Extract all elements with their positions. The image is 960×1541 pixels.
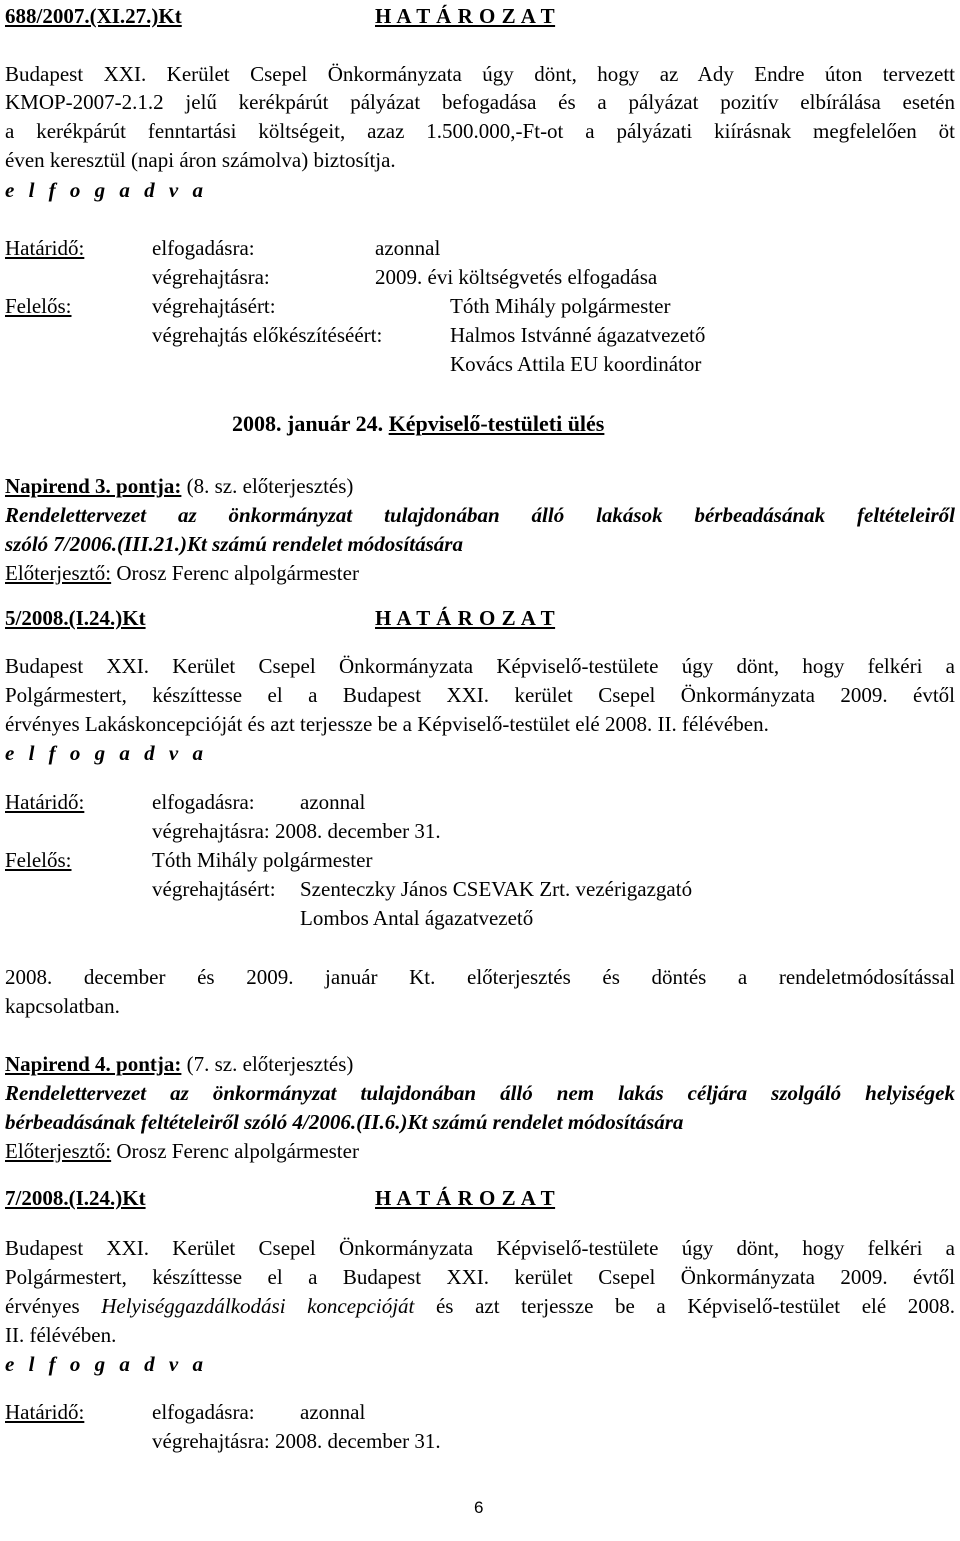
responsible-execution-label: végrehajtásért: — [152, 877, 276, 901]
body-line: a kerékpárút fenntartási költségeit, azaz 1.500.000,-Ft-ot a pályázati kiírásnak megfelelően öt — [5, 119, 955, 143]
adoption-value: azonnal — [375, 236, 441, 260]
note-line: 2008. december és 2009. január Kt. előterjesztés és döntés a rendeletmódosítással — [5, 965, 955, 989]
body-line: KMOP-2007-2.1.2 jelű kerékpárút pályázat befogadása és a pályázat pozitív elbírálása esetén — [5, 90, 955, 114]
agenda-title: Rendelettervezet az önkormányzat tulajdonában álló nem lakás céljára szolgáló helyiségek — [5, 1081, 955, 1105]
body-text: és azt terjessze be a Képviselő-testület elé 2008. — [414, 1294, 956, 1318]
session-title: Képviselő-testületi ülés — [388, 411, 605, 436]
preparation-value: Halmos Istvánné ágazatvezető — [450, 323, 706, 347]
execution-value: 2009. évi költségvetés elfogadása — [375, 265, 658, 289]
agenda-label: Napirend 3. pontja: — [5, 474, 182, 498]
preparation-label: végrehajtás előkészítéséért: — [152, 323, 383, 347]
execution-text: végrehajtásra: 2008. december 31. — [152, 1429, 441, 1453]
body-line: éven keresztül (napi áron számolva) biztosítja. — [5, 148, 396, 172]
adopted-marker: e l f o g a d v a — [5, 741, 208, 765]
adoption-value: azonnal — [300, 790, 366, 814]
deadline-label: Határidő: — [5, 790, 85, 814]
adoption-label: elfogadásra: — [152, 790, 255, 814]
responsible-label: Felelős: — [5, 848, 72, 872]
responsible-execution-label: végrehajtásért: — [152, 294, 276, 318]
presenter — [5, 1141, 359, 1162]
agenda-item-3 — [5, 476, 353, 497]
resolution-heading: H A T Á R O Z A T — [375, 1186, 556, 1210]
agenda-label: Napirend 4. pontja: — [5, 1052, 182, 1076]
agenda-title: Rendelettervezet az önkormányzat tulajdonában álló lakások bérbeadásának feltételeiről — [5, 503, 955, 527]
presenter-label: Előterjesztő: — [5, 1139, 112, 1163]
presenter-label: Előterjesztő: — [5, 561, 112, 585]
body-line: érvényes Lakáskoncepcióját és azt terjessze be a Képviselő-testület elé 2008. II. félévében. — [5, 712, 769, 736]
adoption-label: elfogadásra: — [152, 236, 255, 260]
resolution-number: 5/2008.(I.24.)Kt — [5, 606, 146, 630]
body-text-italic: Helyiséggazdálkodási koncepcióját — [101, 1294, 415, 1318]
page-number: 6 — [474, 1498, 484, 1517]
body-line — [5, 1296, 955, 1317]
responsible-label: Felelős: — [5, 294, 72, 318]
agenda-title: szóló 7/2006.(III.21.)Kt számú rendelet módosítására — [5, 532, 463, 556]
deadline-label: Határidő: — [5, 236, 85, 260]
presenter-value: Orosz Ferenc alpolgármester — [116, 561, 359, 585]
responsible-execution-value: Szenteczky János CSEVAK Zrt. vezérigazgató — [300, 877, 693, 901]
execution-label: végrehajtásra: — [152, 265, 270, 289]
body-line: II. félévében. — [5, 1323, 117, 1347]
presenter — [5, 563, 359, 584]
body-line: Budapest XXI. Kerület Csepel Önkormányzata Képviselő-testülete úgy dönt, hogy felkéri a — [5, 1236, 955, 1260]
responsible-execution-value: Lombos Antal ágazatvezető — [300, 906, 534, 930]
adoption-label: elfogadásra: — [152, 1400, 255, 1424]
adoption-value: azonnal — [300, 1400, 366, 1424]
body-line: Polgármestert, készíttesse el a Budapest XXI. kerület Csepel Önkormányzata 2009. évtől — [5, 1265, 955, 1289]
body-line: Budapest XXI. Kerület Csepel Önkormányzata Képviselő-testülete úgy dönt, hogy felkéri a — [5, 654, 955, 678]
resolution-number: 7/2008.(I.24.)Kt — [5, 1186, 146, 1210]
body-line: Polgármestert, készíttesse el a Budapest XXI. kerület Csepel Önkormányzata 2009. évtől — [5, 683, 955, 707]
responsible-execution-value: Tóth Mihály polgármester — [450, 294, 671, 318]
body-line: Budapest XXI. Kerület Csepel Önkormányzata úgy dönt, hogy az Ady Endre úton tervezett — [5, 62, 955, 86]
agenda-item-4 — [5, 1054, 353, 1075]
body-text: érvényes — [5, 1294, 102, 1318]
session-heading — [232, 413, 604, 435]
resolution-number: 688/2007.(XI.27.)Kt — [5, 4, 182, 28]
deadline-label: Határidő: — [5, 1400, 85, 1424]
adopted-marker: e l f o g a d v a — [5, 178, 208, 202]
session-date: 2008. január 24. — [232, 411, 384, 436]
presenter-value: Orosz Ferenc alpolgármester — [116, 1139, 359, 1163]
agenda-note: (7. sz. előterjesztés) — [186, 1052, 354, 1076]
agenda-title: bérbeadásának feltételeiről szóló 4/2006.(II.6.)Kt számú rendelet módosítására — [5, 1110, 684, 1134]
agenda-note: (8. sz. előterjesztés) — [186, 474, 354, 498]
resolution-heading: H A T Á R O Z A T — [375, 4, 556, 28]
responsible-value: Tóth Mihály polgármester — [152, 848, 373, 872]
execution-text: végrehajtásra: 2008. december 31. — [152, 819, 441, 843]
resolution-heading: H A T Á R O Z A T — [375, 606, 556, 630]
adopted-marker: e l f o g a d v a — [5, 1352, 208, 1376]
note-line: kapcsolatban. — [5, 994, 120, 1018]
preparation-value: Kovács Attila EU koordinátor — [450, 352, 702, 376]
